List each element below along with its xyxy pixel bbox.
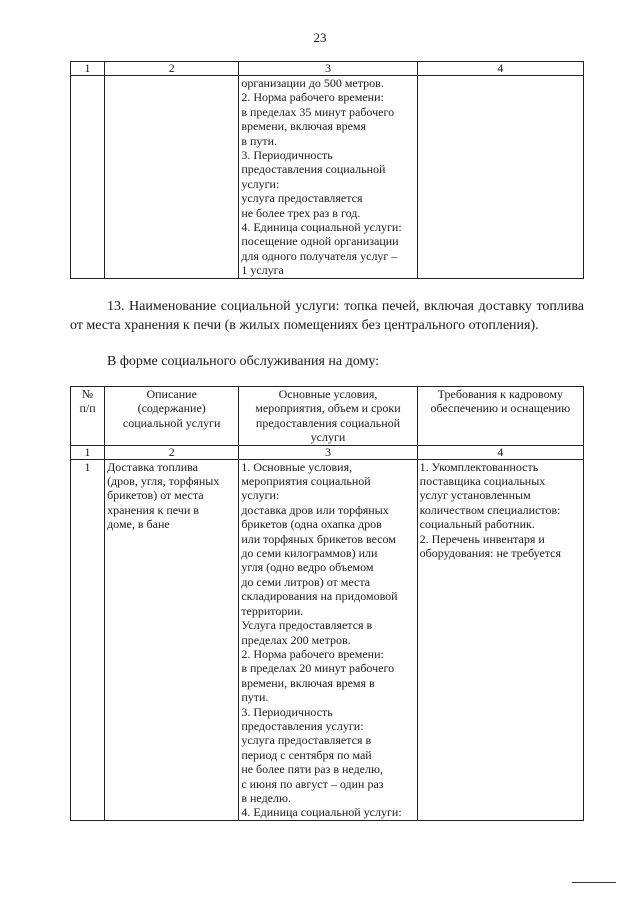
col-number: 4 bbox=[417, 445, 583, 459]
column-number-row bbox=[71, 62, 584, 76]
section-heading: 13. Наименование социальной услуги: топка печей, включая доставку топлива от места хранения к печи (в жилых помещениях без центрального отопления). bbox=[70, 299, 584, 333]
text-line: 1. Укомплектованность bbox=[419, 459, 539, 474]
text-line: Основные условия, bbox=[278, 387, 378, 401]
text-line: для одного получателя услуг – bbox=[241, 248, 398, 263]
cell-conditions bbox=[239, 459, 417, 820]
text-line: угля (одно ведро объемом bbox=[241, 560, 374, 575]
text-line: организации до 500 метров. bbox=[241, 76, 384, 90]
header-conditions bbox=[239, 387, 417, 446]
text-line: в пределах 20 минут рабочего bbox=[241, 661, 395, 676]
text-line: мероприятия социальной bbox=[241, 474, 371, 489]
text-line: времени, включая время bbox=[241, 119, 367, 134]
text-line: Требования к кадровому bbox=[437, 387, 564, 401]
cell-conditions bbox=[239, 76, 417, 279]
text-line: социальной услуги bbox=[122, 415, 221, 430]
text-line: доставка дров или торфяных bbox=[241, 502, 389, 517]
text-line: 3. Периодичность bbox=[241, 704, 333, 719]
column-number-row bbox=[71, 445, 584, 459]
text-line: с июня по август – один раз bbox=[241, 776, 384, 791]
text-line: предоставления услуги: bbox=[241, 718, 364, 733]
cell-description bbox=[105, 76, 239, 279]
continuation-table bbox=[70, 61, 584, 279]
col-number: 1 bbox=[71, 62, 105, 76]
col-number: 2 bbox=[105, 62, 239, 76]
text-line: предоставления социальной bbox=[241, 162, 386, 177]
text-line: 2. Перечень инвентаря и bbox=[419, 531, 545, 546]
text-line: пределах 200 метров. bbox=[241, 632, 351, 647]
cell-requirements bbox=[417, 76, 583, 279]
text-line: в пути. bbox=[241, 133, 278, 148]
text-line: количеством специалистов: bbox=[419, 502, 561, 517]
table-row bbox=[71, 76, 584, 279]
col-number: 3 bbox=[239, 62, 417, 76]
text-line: 1. Основные условия, bbox=[241, 459, 353, 474]
text-line: п/п bbox=[79, 401, 96, 416]
text-line: Услуга предоставляется в bbox=[241, 618, 373, 633]
col-number: 4 bbox=[417, 62, 583, 76]
text-line: 3. Периодичность bbox=[241, 148, 333, 163]
text-line: посещение одной организации bbox=[241, 234, 399, 249]
text-line: оборудования: не требуется bbox=[419, 546, 562, 561]
text-line: услуга предоставляется bbox=[241, 191, 363, 206]
text-line: в неделю. bbox=[241, 790, 291, 805]
text-line: (дров, угля, торфяных bbox=[107, 474, 220, 489]
header-num bbox=[71, 387, 105, 446]
cell-description bbox=[105, 459, 239, 820]
text-line: услуги: bbox=[241, 488, 280, 503]
text-line: пути. bbox=[241, 690, 269, 705]
table-row bbox=[71, 459, 584, 820]
text-line: мероприятия, объем и сроки bbox=[255, 401, 401, 416]
text-line: до семи килограммов) или bbox=[241, 546, 378, 561]
text-line: (содержание) bbox=[137, 401, 206, 416]
text-line: складирования на придомовой bbox=[241, 589, 398, 604]
text-line: 1 услуга bbox=[241, 263, 284, 278]
header-row bbox=[71, 387, 584, 446]
text-line: хранения к печи в bbox=[107, 502, 199, 517]
text-line: до семи литров) от места bbox=[241, 574, 371, 589]
text-line: Доставка топлива bbox=[107, 459, 198, 474]
text-line: № bbox=[81, 387, 94, 401]
text-line: услуг установленным bbox=[419, 488, 531, 503]
text-line: в пределах 35 минут рабочего bbox=[241, 104, 395, 119]
text-line: услуги bbox=[310, 430, 346, 445]
cell-requirements bbox=[417, 459, 583, 820]
text-line: 4. Единица социальной услуги: bbox=[241, 805, 402, 820]
cell-num bbox=[71, 76, 105, 279]
text-line: социальный работник. bbox=[419, 517, 535, 532]
col-number: 3 bbox=[239, 445, 417, 459]
col-number: 1 bbox=[71, 445, 105, 459]
text-line: 4. Единица социальной услуги: bbox=[241, 220, 402, 235]
text-line: или торфяных брикетов весом bbox=[241, 531, 396, 546]
text-line: поставщика социальных bbox=[419, 474, 546, 489]
services-table bbox=[70, 386, 584, 821]
text-line: предоставления социальной bbox=[255, 415, 401, 430]
cell-num: 1 bbox=[71, 459, 105, 820]
text-line: доме, в бане bbox=[107, 517, 170, 532]
page-number: 23 bbox=[313, 30, 327, 45]
text-line: брикетов (одна охапка дров bbox=[241, 517, 382, 532]
text-line: времени, включая время в bbox=[241, 675, 375, 690]
text-line: не более трех раз в год. bbox=[241, 205, 361, 220]
text-line: обеспечению и оснащению bbox=[430, 401, 571, 416]
header-description bbox=[105, 387, 239, 446]
section-subheading: В форме социального обслуживания на дому: bbox=[107, 354, 380, 369]
text-line: услуга предоставляется в bbox=[241, 733, 372, 748]
text-line: не более пяти раз в неделю, bbox=[241, 762, 383, 777]
text-line: 2. Норма рабочего времени: bbox=[241, 90, 384, 105]
text-line: территории. bbox=[241, 603, 304, 618]
footer-rule bbox=[572, 882, 616, 883]
text-line: брикетов) от места bbox=[107, 488, 204, 503]
col-number: 2 bbox=[105, 445, 239, 459]
text-line: Описание bbox=[146, 387, 197, 401]
text-line: 2. Норма рабочего времени: bbox=[241, 646, 384, 661]
text-line: услуги: bbox=[241, 176, 280, 191]
text-line: период с сентября по май bbox=[241, 747, 372, 762]
header-requirements bbox=[417, 387, 583, 446]
